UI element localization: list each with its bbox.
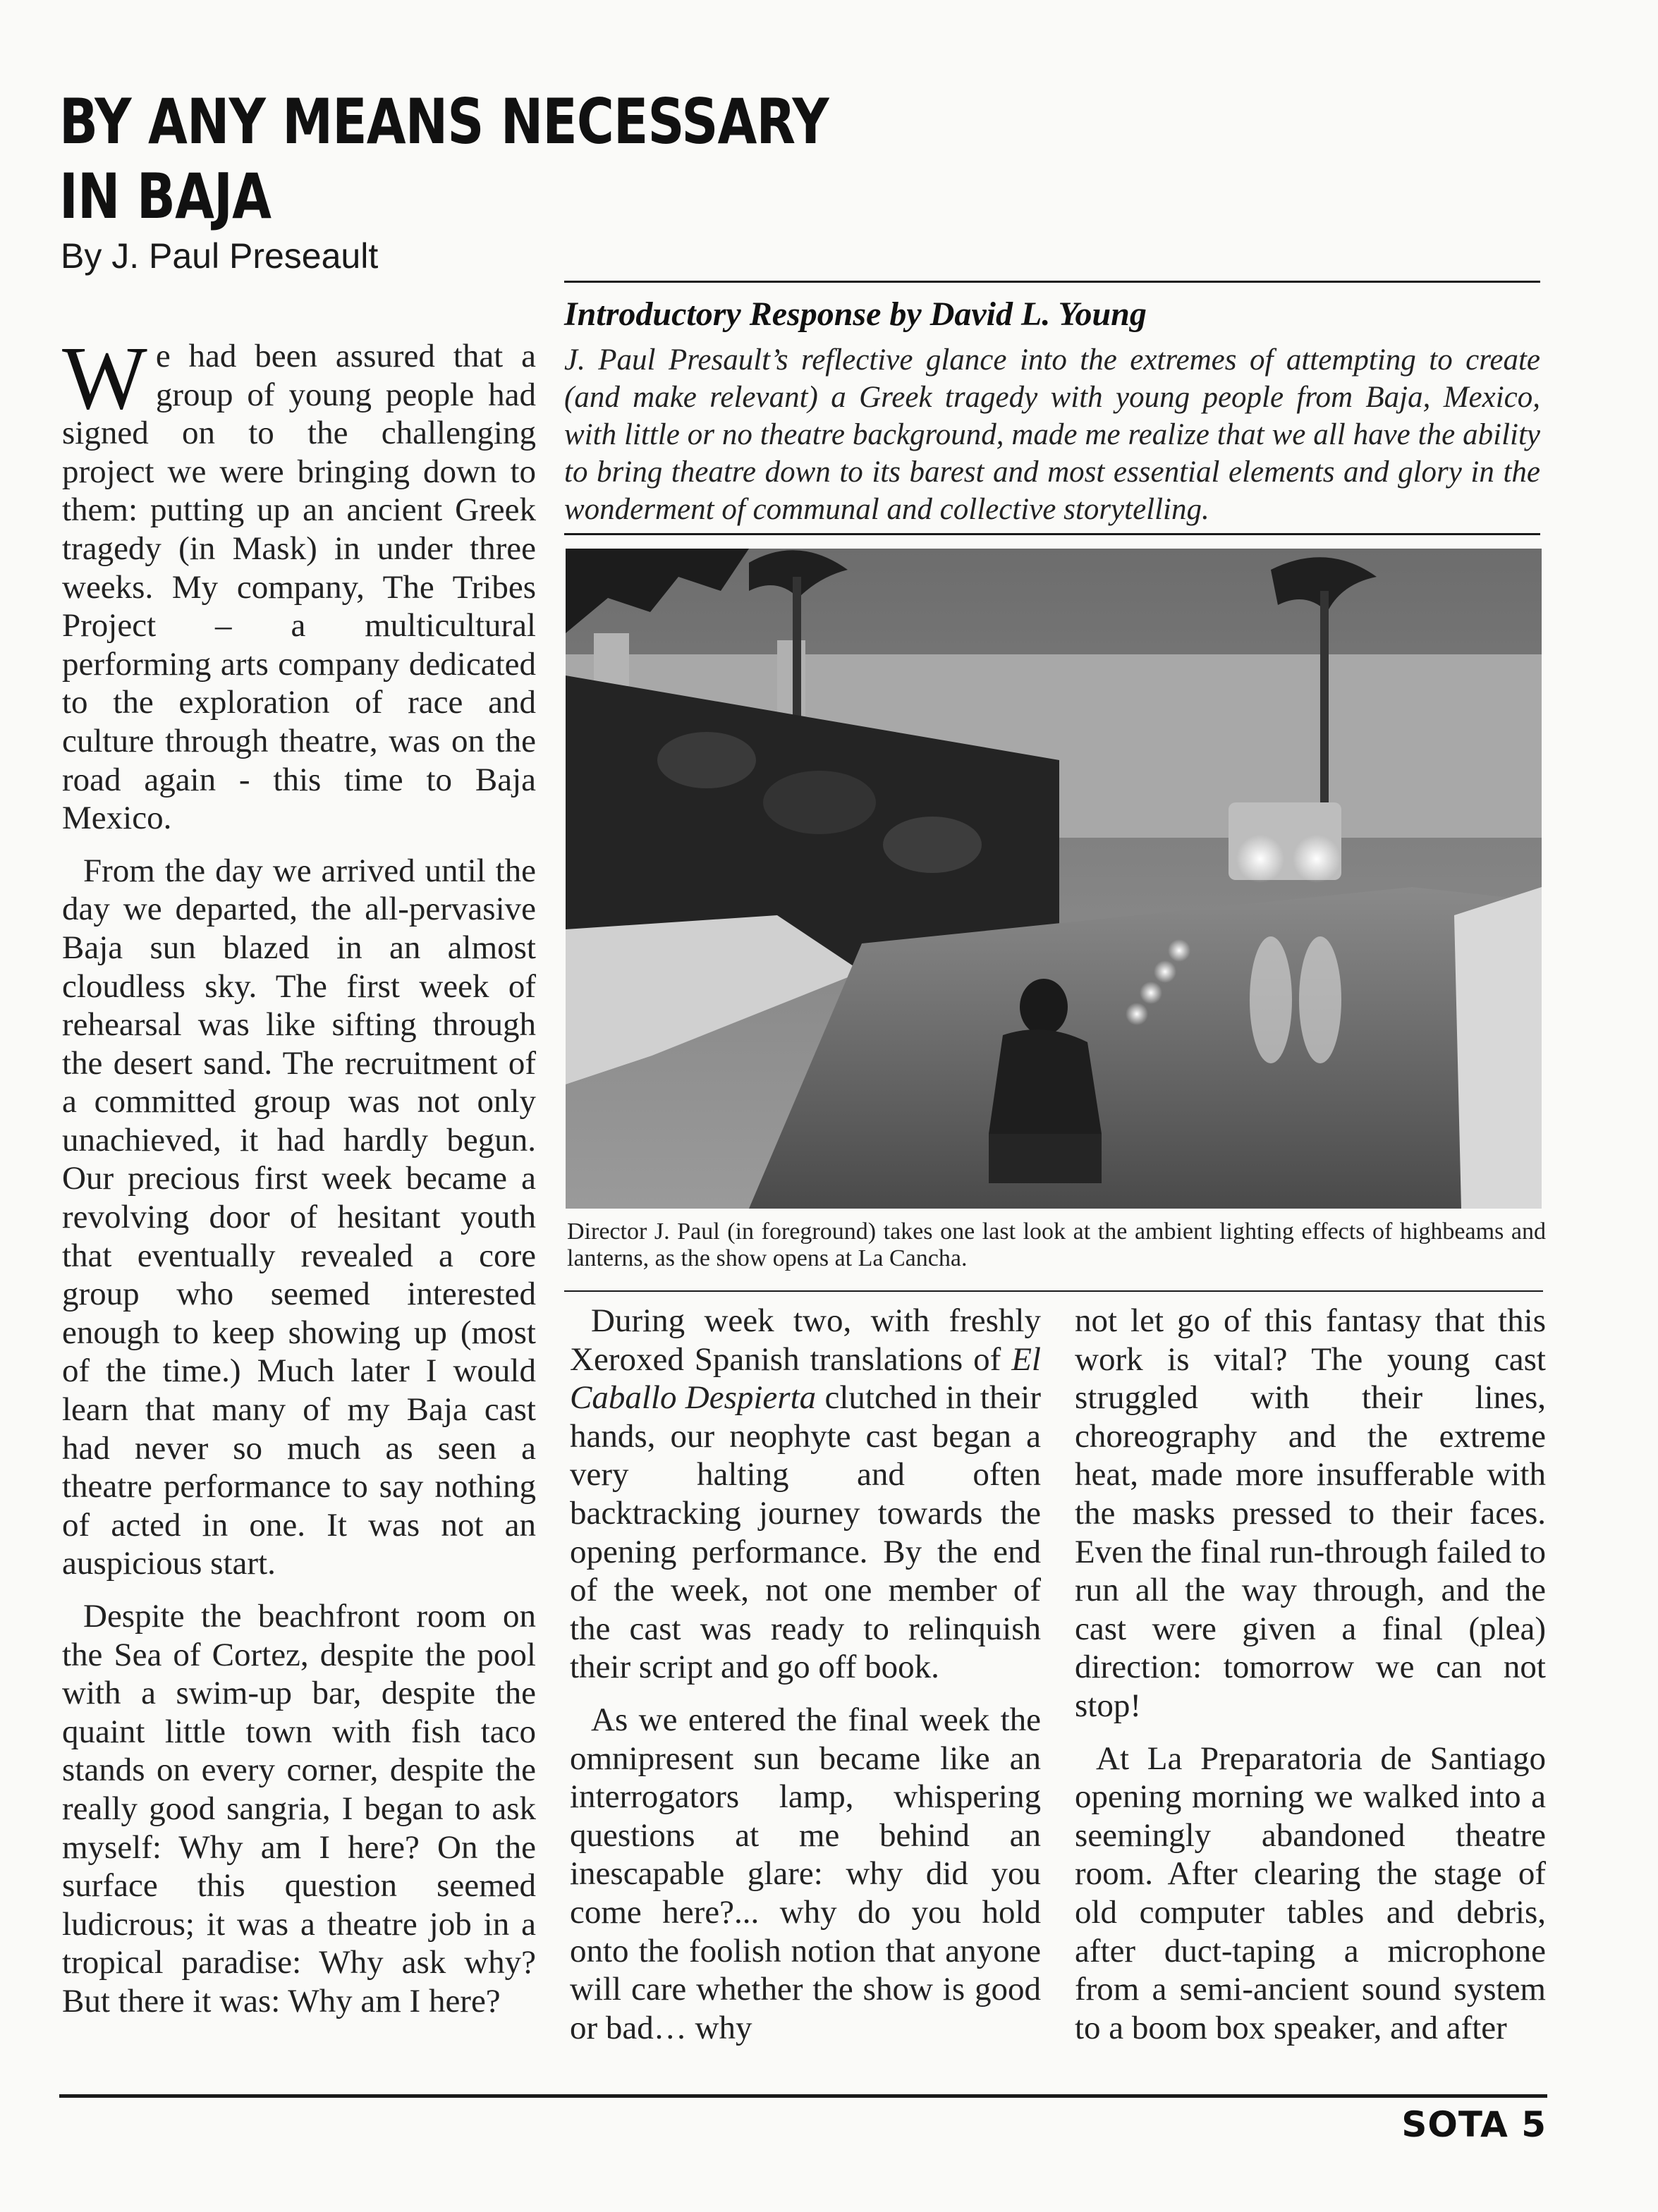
paragraph-5: As we entered the final week the omnipresent sun became like an interrogators lamp, whispering questions at me behind an inescapable glare: why did you come here?... why do you hold onto the foolish notion that anyone will care whether the show is good or bad… why <box>570 1701 1041 2046</box>
title-line-2: IN BAJA <box>59 160 272 233</box>
paragraph-6: not let go of this fantasy that this work is vital? The young cast struggled with their lines, choreography and the extreme heat, made more insufferable with the masks pressed to their faces. Even the final run-through failed to run all the way through, and the cast were given a final (plea) direction: tomorrow we can not stop! <box>1075 1302 1546 1724</box>
byline: By J. Paul Preseault <box>61 236 379 276</box>
intro-title: Introductory Response by David L. Young <box>564 295 1147 333</box>
paragraph-1 <box>62 328 536 838</box>
page-folio: SOTA 5 <box>1401 2104 1547 2145</box>
caption-rule <box>564 1290 1543 1292</box>
footer-rule <box>59 2094 1547 2098</box>
paragraph-7: At La Preparatoria de Santiago opening morning we walked into a seemingly abandoned theatre room. After clearing the stage of old computer tables and debris, after duct-taping a microphone from a semi-ancient sound system to a boom box speaker, and after <box>1075 1740 1546 2046</box>
photo-caption: Director J. Paul (in foreground) takes one last look at the ambient lighting effects of highbeams and lanterns, as the show opens at La Cancha. <box>567 1218 1546 1271</box>
article-title <box>59 85 829 234</box>
paragraph-4-text-b: clutched in their hands, our neophyte cast began a very halting and often backtracking journey towards the opening performance. By the end of the week, not one member of the cast was ready to relinquish their script and go off book. <box>570 1379 1042 1686</box>
column-right <box>1075 1302 1546 2061</box>
title-line-1: BY ANY MEANS NECESSARY <box>59 85 829 158</box>
photo-illustration <box>566 549 1542 1209</box>
dropcap: W <box>62 328 147 428</box>
intro-top-rule <box>564 281 1540 283</box>
column-left <box>62 328 536 2035</box>
paragraph-2: From the day we arrived until the day we departed, the all-pervasive Baja sun blazed in an almost cloudless sky. The first week of rehearsal was like sifting through the desert sand. The recruitment of a committed group was not only unachieved, it had hardly begun. Our precious first week became a revolving door of hesitant youth that eventually revealed a core group who seemed interested enough to keep showing up (most of the time.) Much later I would learn that many of my Baja cast had never so much as seen a theatre performance to say nothing of acted in one. It was not an auspicious start. <box>62 852 536 1582</box>
paragraph-4 <box>570 1302 1041 1687</box>
paragraph-4-text-a: During week two, with freshly Xeroxed Spanish translations of <box>570 1302 1041 1378</box>
event-photo <box>566 549 1542 1209</box>
paragraph-3: Despite the beachfront room on the Sea of Cortez, despite the pool with a swim-up bar, despite the quaint little town with fish taco stands on every corner, despite the really good sangria, I began to ask myself: Why am I here? On the surface this question seemed ludicrous; it was a theatre job in a tropical paradise: Why ask why? But there it was: Why am I here? <box>62 1598 536 2019</box>
intro-bottom-rule <box>564 533 1540 535</box>
column-middle <box>570 1302 1041 2061</box>
paragraph-1-text: e had been assured that a group of young people had signed on to the challenging project we were bringing down to them: putting up an ancient Greek tragedy (in Mask) in under three weeks. My company, The Tribes Project – a multicultural performing arts company dedicated to the exploration of race and culture through theatre, was on the road again - this time to Baja Mexico. <box>62 338 536 837</box>
intro-text: J. Paul Presault’s reflective glance into the extremes of attempting to create (and make relevant) a Greek tragedy with young people from Baja, Mexico, with little or no theatre background, made me realize that we all have the ability to bring theatre down to its barest and most essential elements and glory in the wonderment of communal and collective storytelling. <box>564 343 1540 526</box>
play-title: El Caballo Despierta <box>570 1340 1041 1417</box>
